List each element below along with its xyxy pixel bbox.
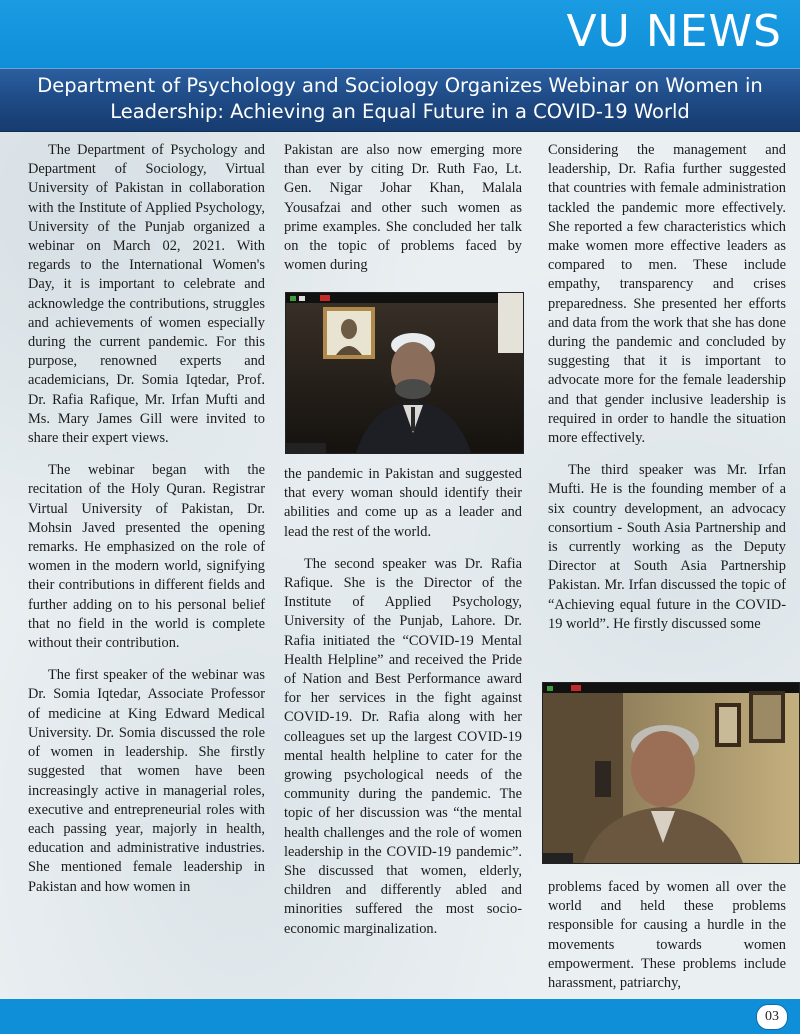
paragraph: Considering the management and leadership, Dr. Rafia further suggested that countries with female administration tackled the pandemic more effectively. She reported a few characteristics which make women more effective leaders as compared to men. These include empathy, transparency and crises preparedness. She presented her efforts and data from the work that she has done during the pandemic and concluded by suggesting that it is important to advocate more for the female leadership and that gender inclusive leadership is required in order to handle the situation more effectively.	[548, 142, 786, 447]
paragraph: problems faced by women all over the world and held these problems responsible for causing a hurdle in the movements towards women empowerment. These problems include harassment, patriarchy,	[548, 879, 786, 992]
paragraph: The second speaker was Dr. Rafia Rafique. She is the Director of the Institute of Applied Psychology, University of the Punjab, Lahore. Dr. Rafia initiated the “COVID-19 Mental Health Helpline” and received the Pride of Nation and Best Performance award for her services in the fight against COVID-19. Dr. Rafia along with her colleagues set up the largest COVID-19 mental health helpline to cater for the growing psychological needs of the community during the pandemic. The topic of her discussion was “the mental health challenges and the role of women leadership in the COVID-19 pandemic”. She discussed that women, elderly, children and differently abled and minorities suffered the most socio-economic marginalization.	[284, 555, 522, 937]
masthead-title: VU NEWS	[566, 6, 782, 57]
column-3-bottom	[548, 878, 786, 1006]
footer-bar	[0, 999, 800, 1034]
article-title: Department of Psychology and Sociology Organizes Webinar on Women in Leadership: Achieving an Equal Future in a COVID-19 World	[37, 74, 763, 123]
paragraph: the pandemic in Pakistan and suggested that every woman should identify their abilities and come up as a leader and lead the rest of the world.	[284, 466, 522, 540]
paragraph: The webinar began with the recitation of the Holy Quran. Registrar Virtual University of Pakistan, Dr. Mohsin Javed presented the opening remarks. He emphasized on the role of women in the modern world, signifying their contributions in different fields and further adding on to his personal belief that no field in the world is complete without their contribution.	[28, 462, 265, 652]
paragraph: The third speaker was Mr. Irfan Mufti. He is the founding member of a six country development, an advocacy consortium - South Asia Partnership and is currently working as the Deputy Director at South Asia Partnership Pakistan. Mr. Irfan discussed the topic of “Achieving equal future in the COVID-19 world”. He firstly discussed some	[548, 462, 786, 632]
speaker-photo-1-image	[286, 293, 523, 453]
article-title-band	[0, 68, 800, 132]
paragraph: The first speaker of the webinar was Dr. Somia Iqtedar, Associate Professor of medicine at King Edward Medical University. Dr. Somia discussed the role of women in leadership. She firstly suggested that women have been increasingly active in managerial roles, executive and entrepreneurial roles with each passing year, majorly in health, education and administrative industries. She mentioned female leadership in Pakistan and how women in	[28, 667, 265, 895]
page-number: 03	[756, 1004, 788, 1030]
column-2-bottom	[284, 465, 522, 952]
column-2-top	[284, 141, 522, 288]
paragraph: Pakistan are also now emerging more than ever by citing Dr. Ruth Fao, Lt. Gen. Nigar Johar Khan, Malala Yousafzai and other such women as prime examples. She concluded her talk on the topic of problems faced by women during	[284, 142, 522, 274]
column-3-top	[548, 141, 786, 647]
paragraph: The Department of Psychology and Department of Sociology, Virtual University of Pakistan in collaboration with the Institute of Applied Psychology, University of the Punjab organized a webinar on March 02, 2021. With regards to the International Women's Day, it is important to celebrate and acknowledge the contributions, struggles and achievements of women especially during the current pandemic. For this purpose, renowned experts and academicians, Dr. Somia Iqtedar, Prof. Dr. Rafia Rafique, Mr. Irfan Mufti and Ms. Mary James Gill were invited to share their expert views.	[28, 142, 265, 447]
speaker-photo-2-image	[543, 683, 799, 863]
masthead-bar	[0, 0, 800, 68]
speaker-photo-2	[542, 682, 800, 864]
column-1	[28, 141, 265, 910]
speaker-photo-1	[285, 292, 524, 454]
